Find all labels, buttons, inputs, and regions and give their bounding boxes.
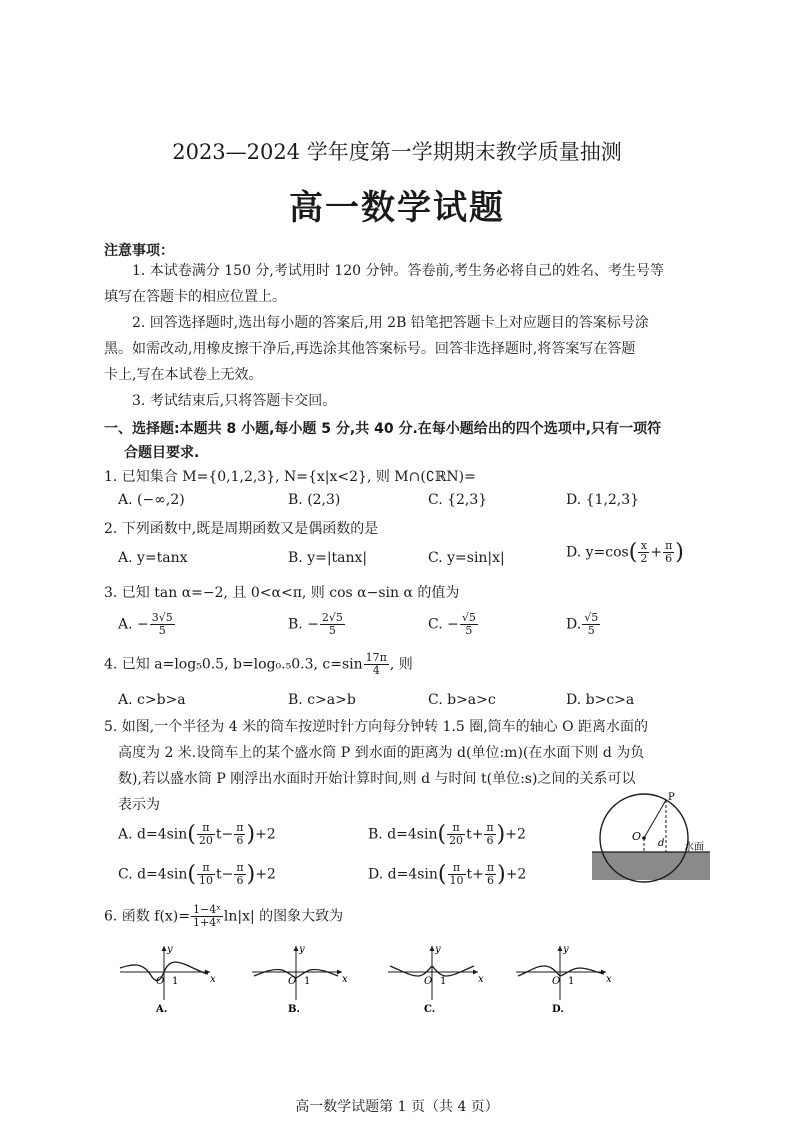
note-line: 3. 考试结束后,只将答题卡交回。 — [132, 393, 337, 409]
q4-option-b: B. c>a>b — [288, 692, 356, 708]
q3-option-a: A. − $\frac{3√5}{5}$ — [118, 611, 173, 637]
q1-option-b: B. (2,3) — [288, 492, 341, 508]
q4-option-c: C. b>a>c — [428, 692, 496, 708]
q5-option-d: D. d=4sin( $\frac{\pi}{10}$ t+ $\frac{\pi}{6}$ )+2 — [368, 861, 527, 887]
q2-option-d: D. y=cos( $\frac{x}{2}$ + $\frac{\pi}{6}$ ) — [566, 539, 684, 565]
exam-header: 2023—2024 学年度第一学期期末教学质量抽测 — [172, 140, 622, 164]
distance-d-label: d — [658, 838, 665, 849]
q1-stem: 1. 已知集合 M={0,1,2,3}, N={x|x<2}, 则 M∩(∁ℝN)= — [104, 469, 476, 485]
y-axis-arrow — [558, 946, 563, 951]
curve — [518, 966, 604, 976]
q2-d-prefix: D. y=cos — [566, 544, 629, 561]
graph-letter: B. — [288, 1004, 300, 1015]
q1-option-d: D. {1,2,3} — [566, 492, 640, 508]
note-line: 2. 回答选择题时,选出每小题的答案后,用 2B 铅笔把答题卡上对应题目的答案标号涂 — [132, 315, 649, 331]
x-label: x — [210, 974, 216, 985]
q5-option-a: A. d=4sin( $\frac{\pi}{20}$ t− $\frac{\pi}{6}$ )+2 — [118, 821, 276, 847]
q4-option-d: D. b>c>a — [566, 692, 635, 708]
fraction: $\frac{\text{1−4ˣ}}{\text{1+4ˣ}}$ — [193, 903, 221, 929]
note-line: 1. 本试卷满分 150 分,考试用时 120 分钟。答卷前,考生务必将自己的姓名、考生号等 — [132, 263, 664, 279]
graph-c — [384, 938, 494, 1018]
q3-option-b: B. − $\frac{2√5}{5}$ — [288, 611, 343, 637]
y-label: y — [167, 944, 173, 955]
graph-letter: C. — [424, 1004, 436, 1015]
fraction: $\frac{2√5}{5}$ — [321, 611, 343, 637]
radius-line — [644, 800, 666, 838]
q5-stem-line: 高度为 2 米.设筒车上的某个盛水筒 P 到水面的距离为 d(单位:m)(在水面下则 d 为负 — [118, 745, 645, 761]
one-label: 1 — [304, 976, 311, 987]
graph-letter: D. — [552, 1004, 564, 1015]
section-heading-cont: 合题目要求. — [124, 445, 200, 461]
point-o-label: O — [632, 830, 642, 843]
q2-option-a: A. y=tanx — [118, 550, 188, 566]
y-axis-arrow — [294, 946, 299, 951]
origin-label: O — [552, 976, 561, 987]
q3-option-c: C. − $\frac{√5}{5}$ — [428, 611, 476, 637]
section-heading: 一、选择题:本题共 8 小题,每小题 5 分,共 40 分.在每小题给出的四个选项中,只有一项符 — [104, 421, 662, 437]
graph-b — [248, 938, 358, 1018]
q1-option-c: C. {2,3} — [428, 492, 488, 508]
page-footer: 高一数学试题第 1 页（共 4 页） — [295, 1099, 499, 1115]
q6-stem: 6. 函数 f(x)= $\frac{\text{1−4ˣ}}{\text{1+4ˣ}}$ ln|x| 的图象大致为 — [104, 903, 344, 929]
origin-label: O — [156, 976, 165, 987]
y-axis-arrow — [162, 946, 167, 951]
q2-option-c: C. y=sin|x| — [428, 550, 505, 566]
q5-option-b: B. d=4sin( $\frac{\pi}{20}$ t+ $\frac{\pi}{6}$ )+2 — [368, 821, 526, 847]
graph-letter: A. — [156, 1004, 168, 1015]
q5-stem-line: 数),若以盛水筒 P 刚浮出水面时开始计算时间,则 d 与时间 t(单位:s)之间的关系可以 — [118, 771, 636, 787]
fraction: $\frac{√5}{5}$ — [461, 611, 476, 637]
q4-option-a: A. c>b>a — [118, 692, 186, 708]
waterwheel-figure — [588, 790, 714, 886]
origin-label: O — [424, 976, 433, 987]
y-axis-arrow — [430, 946, 435, 951]
x-label: x — [606, 974, 612, 985]
notes-label: 注意事项： — [104, 243, 174, 259]
fraction: $\frac{3√5}{5}$ — [151, 611, 173, 637]
q5-stem-line: 表示为 — [118, 797, 160, 813]
note-line: 卡上,写在本试卷上无效。 — [104, 367, 263, 383]
page-title: 高一数学试题 — [289, 188, 505, 228]
fraction: $\frac{17\pi}{4}$ — [365, 651, 387, 677]
x-label: x — [342, 974, 348, 985]
water-label: 水面 — [684, 842, 704, 853]
fraction: $\frac{\pi}{6}$ — [665, 539, 673, 565]
graph-d — [512, 938, 622, 1018]
fraction: $\frac{x}{2}$ — [640, 539, 648, 565]
origin-label: O — [288, 976, 297, 987]
q2-stem: 2. 下列函数中,既是周期函数又是偶函数的是 — [104, 521, 379, 537]
x-label: x — [478, 974, 484, 985]
q3-stem: 3. 已知 tan α=−2, 且 0<α<π, 则 cos α−sin α 的值为 — [104, 585, 460, 601]
q3-option-d: D. $\frac{√5}{5}$ — [566, 611, 599, 637]
one-label: 1 — [172, 976, 179, 987]
q1-option-a: A. (−∞,2) — [118, 492, 185, 508]
y-label: y — [299, 944, 305, 955]
note-line: 黑。如需改动,用橡皮擦干净后,再选涂其他答案标号。回答非选择题时,将答案写在答题 — [104, 341, 636, 357]
point-p-label: P — [668, 792, 675, 803]
y-label: y — [435, 944, 441, 955]
q4-stem: 4. 已知 a=log₅0.5, b=log₀.₅0.3, c=sin $\frac{17\pi}{4}$ , 则 — [104, 651, 413, 677]
one-label: 1 — [440, 976, 447, 987]
q5-stem-line: 5. 如图,一个半径为 4 米的筒车按逆时针方向每分钟转 1.5 圈,筒车的轴心 O 距离水面的 — [104, 719, 649, 735]
graph-a — [112, 938, 222, 1018]
y-label: y — [563, 944, 569, 955]
q2-option-b: B. y=|tanx| — [288, 550, 368, 566]
note-line: 填写在答题卡的相应位置上。 — [104, 289, 286, 305]
fraction: $\frac{√5}{5}$ — [584, 611, 599, 637]
q5-option-c: C. d=4sin( $\frac{\pi}{10}$ t− $\frac{\pi}{6}$ )+2 — [118, 861, 276, 887]
one-label: 1 — [568, 976, 575, 987]
